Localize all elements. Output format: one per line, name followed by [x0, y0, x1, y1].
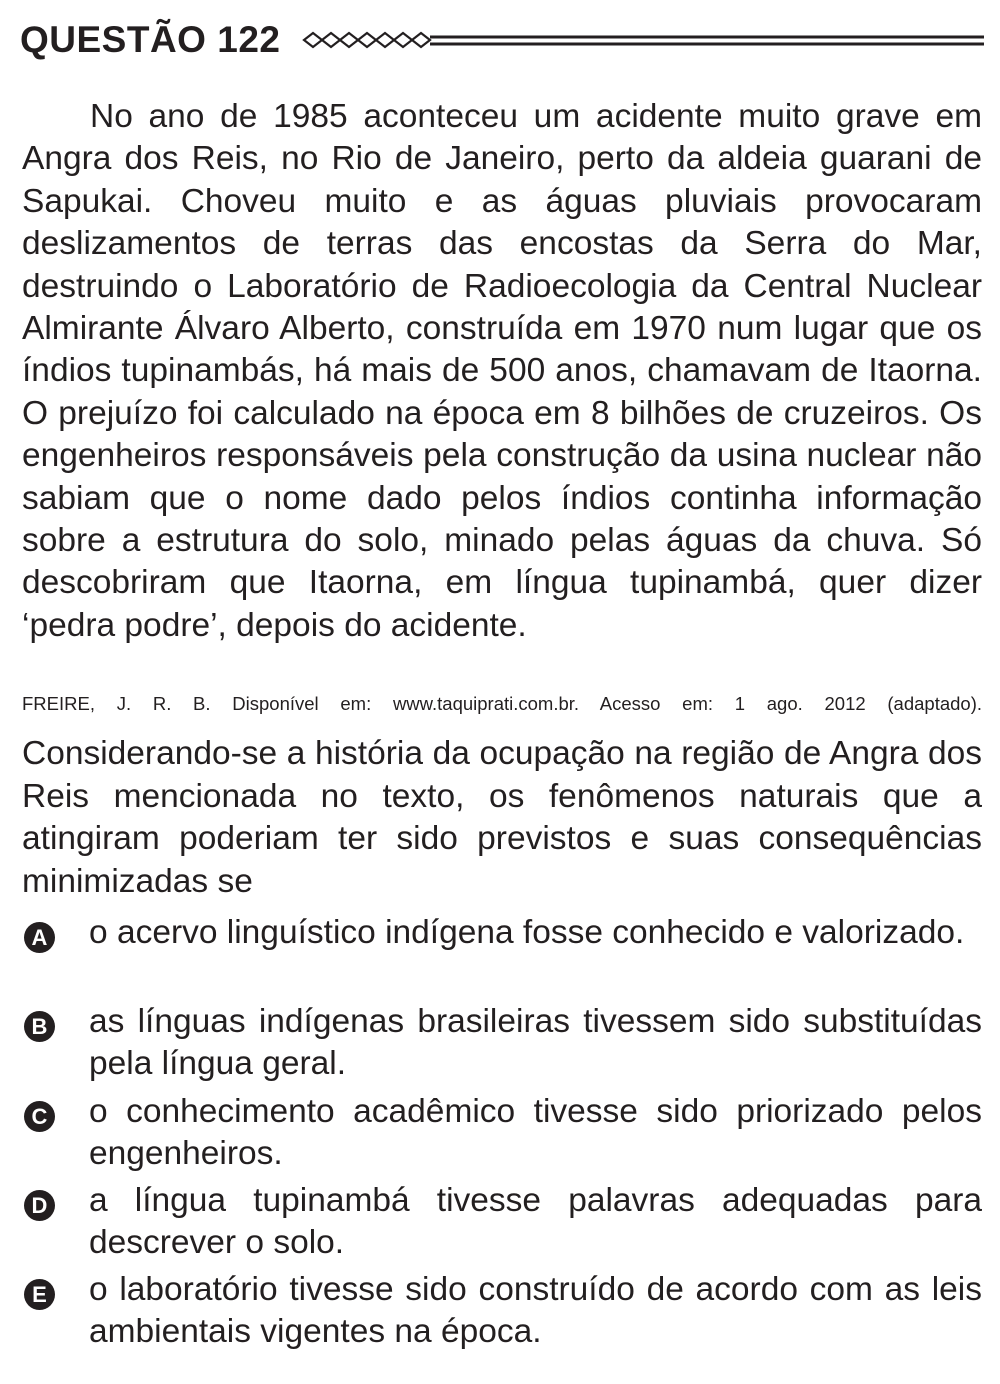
- source-citation: FREIRE, J. R. B. Disponível em: www.taquiprati.com.br. Acesso em: 1 ago. 2012 (adaptado).: [22, 693, 982, 714]
- option-e-text: o laboratório tivesse sido construído de acordo com as leis ambientais vigentes na época.: [89, 1271, 982, 1350]
- passage-text: No ano de 1985 aconteceu um acidente muito grave em Angra dos Reis, no Rio de Janeiro, perto da aldeia guarani de Sapukai. Choveu muito e as águas pluviais provocaram deslizamentos de terras das encostas da Serra do Mar, destruindo o Laboratório de Radioecologia da Central Nuclear Almirante Álvaro Alberto, construída em 1970 num lugar que os índios tupinambás, há mais de 500 anos, chamavam de Itaorna. O prejuízo foi calculado na época em 8 bilhões de cruzeiros. Os engenheiros responsáveis pela construção da usina nuclear não sabiam que o nome dado pelos índios continha informação sobre a estrutura do solo, minado pelas águas da chuva. Só descobriram que Itaorna, em língua tupinambá, quer dizer ‘pedra podre’, depois do acidente.: [22, 98, 982, 644]
- option-d[interactable]: [22, 1180, 982, 1270]
- option-a[interactable]: [22, 912, 982, 1002]
- option-e-letter-badge: E: [24, 1279, 55, 1310]
- option-d-letter-badge: D: [24, 1190, 55, 1221]
- option-b[interactable]: [22, 1001, 982, 1091]
- option-e[interactable]: [22, 1269, 982, 1359]
- option-a-text: o acervo linguístico indígena fosse conhecido e valorizado.: [89, 914, 965, 951]
- question-header: [20, 12, 984, 68]
- option-c[interactable]: [22, 1091, 982, 1181]
- option-b-letter-badge: B: [24, 1011, 55, 1042]
- option-d-text: a língua tupinambá tivesse palavras adequadas para descrever o solo.: [89, 1182, 982, 1261]
- option-c-letter-badge: C: [24, 1101, 55, 1132]
- option-b-text: as línguas indígenas brasileiras tivessem sido substituídas pela língua geral.: [89, 1003, 982, 1082]
- question-title: QUESTÃO 122: [20, 19, 281, 60]
- diamond-rule-ornament: [302, 24, 984, 56]
- option-c-text: o conhecimento acadêmico tivesse sido priorizado pelos engenheiros.: [89, 1093, 982, 1172]
- option-a-letter-badge: A: [24, 922, 55, 953]
- question-stem: Considerando-se a história da ocupação na região de Angra dos Reis mencionada no texto, os fenômenos naturais que a atingiram poderiam ter sido previstos e suas consequências minimizadas se: [22, 735, 982, 900]
